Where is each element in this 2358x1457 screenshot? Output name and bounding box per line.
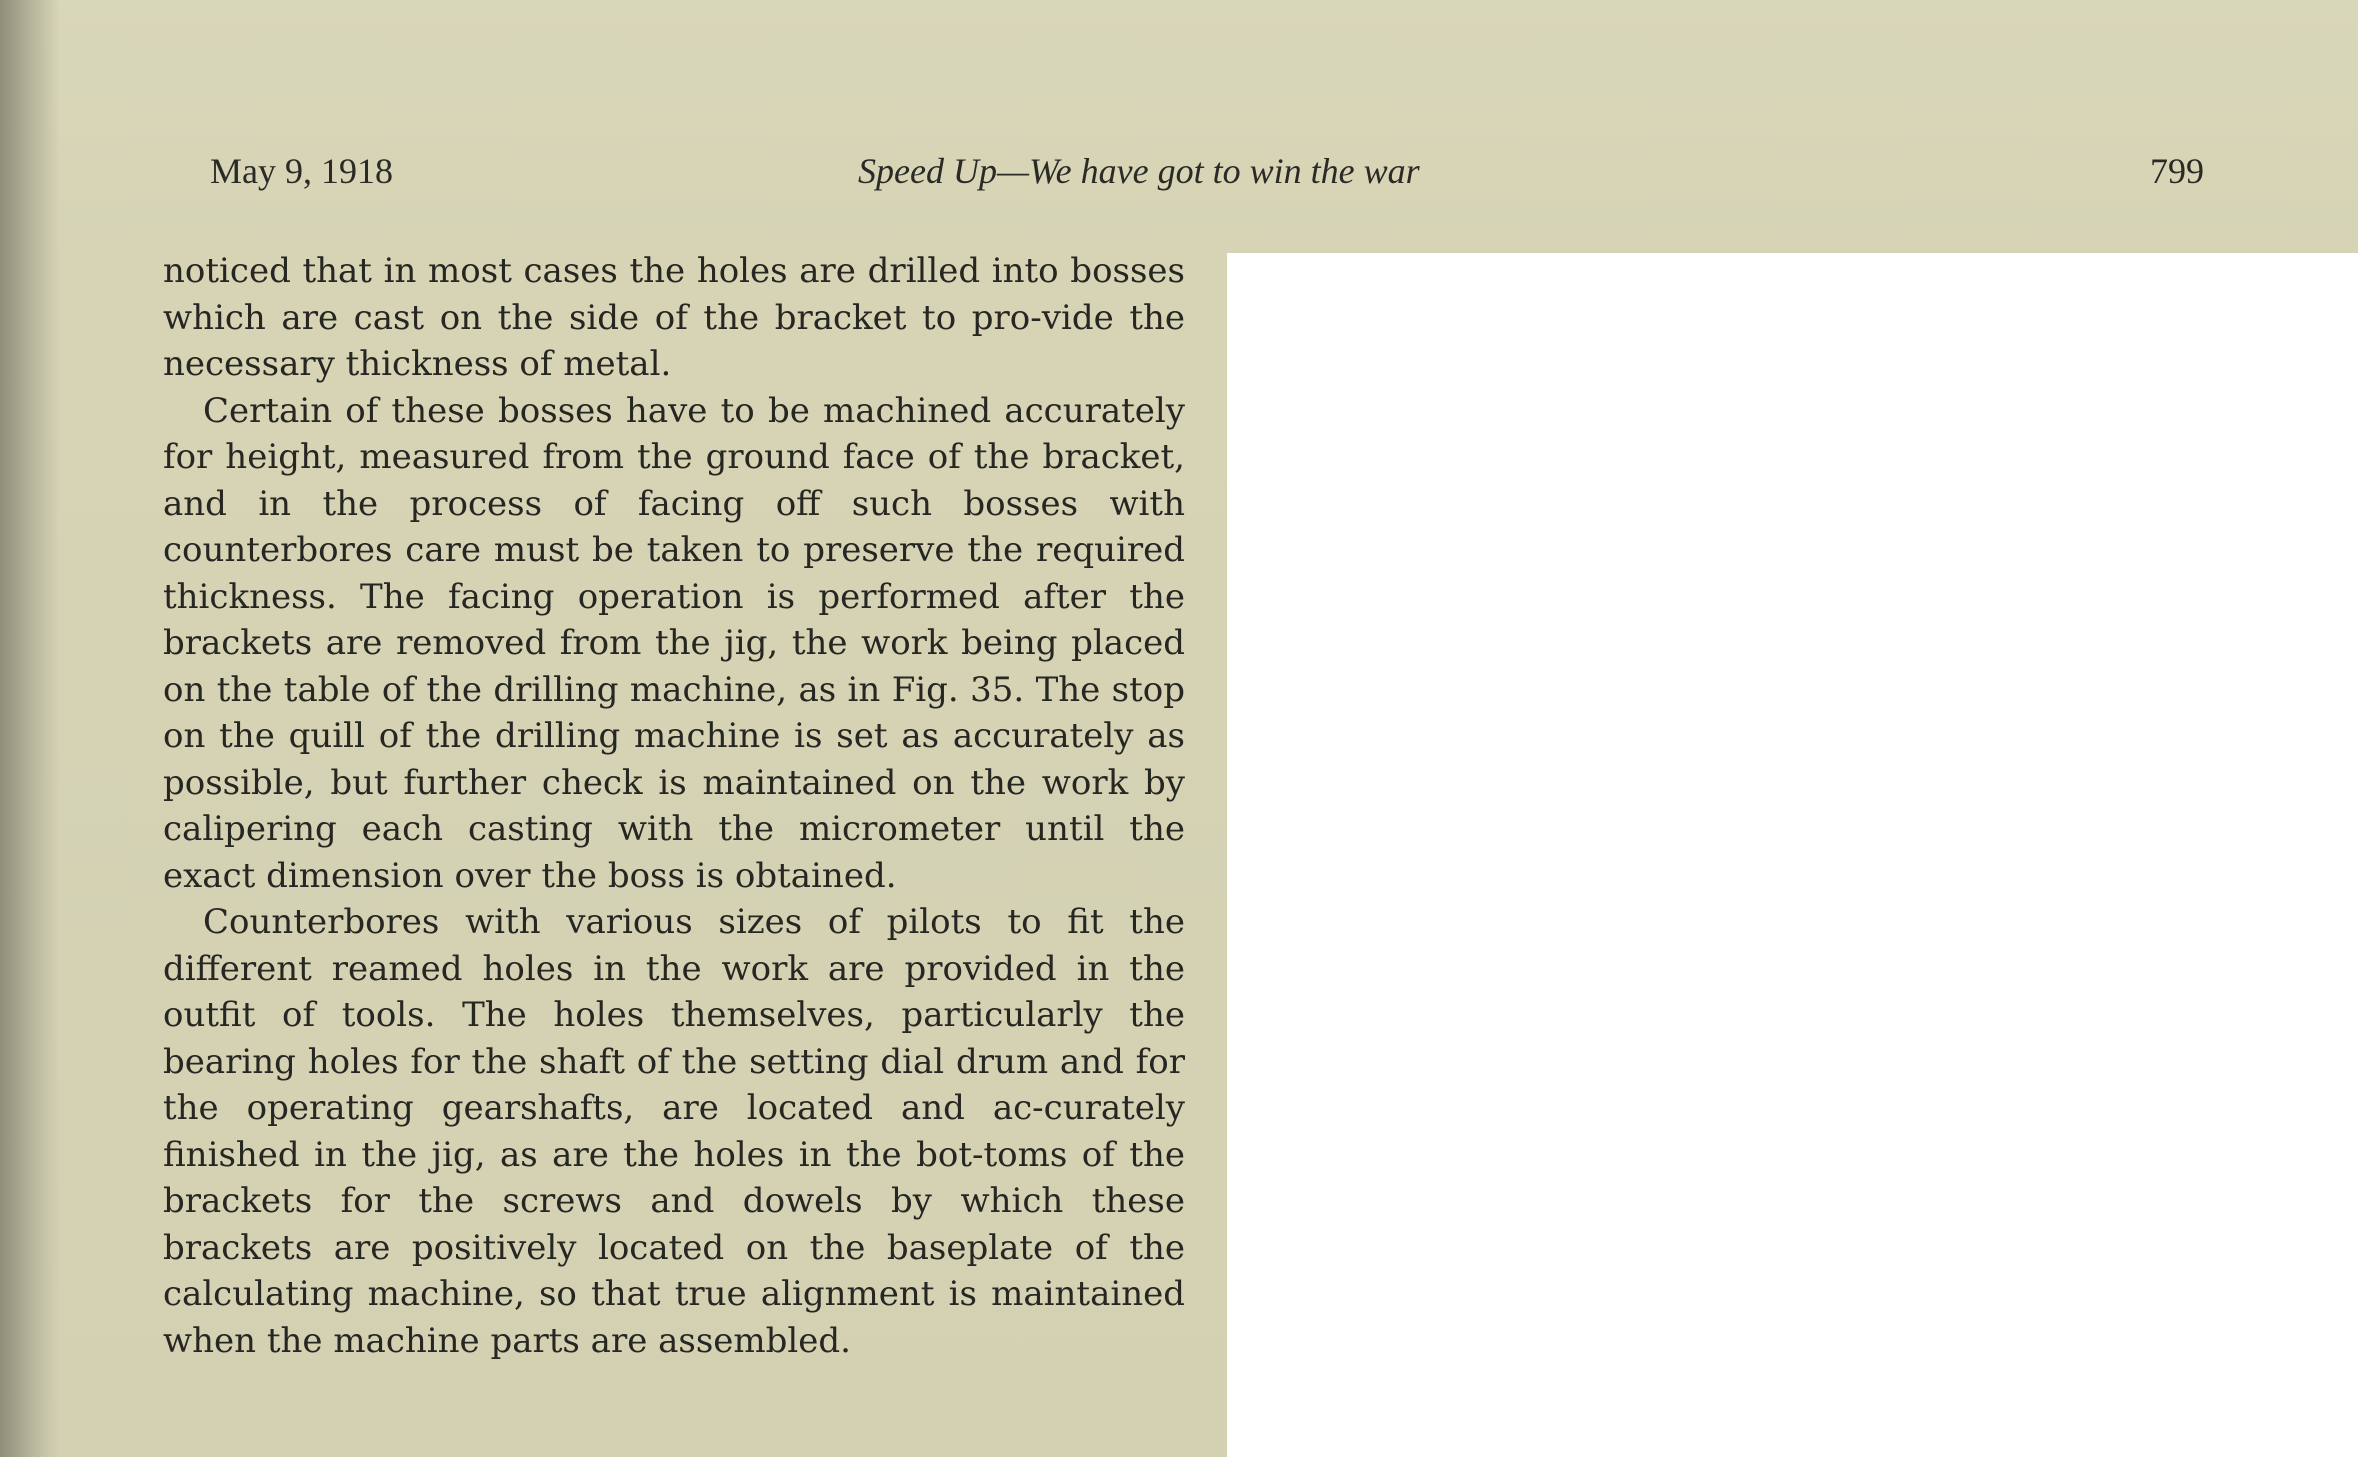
running-head	[0, 150, 2358, 200]
paragraph-2: Certain of these bosses have to be machined accurately for height, measured from the ground face of the bracket, and in the process of facing off such bosses with counterbores care must be taken to preserve the required thickness. The facing operation is performed after the brackets are removed from the jig, the work being placed on the table of the drilling machine, as in Fig. 35. The stop on the quill of the drilling machine is set as accurately as possible, but further check is maintained on the work by calipering each casting with the micrometer until the exact dimension over the boss is obtained.	[163, 390, 1185, 896]
paper-top-region	[0, 0, 2358, 253]
page-number: 799	[2150, 151, 2204, 191]
running-head-date: May 9, 1918	[210, 151, 393, 191]
binding-gutter-shadow	[0, 0, 60, 1457]
running-head-title: Speed Up—We have got to win the war	[858, 151, 1420, 191]
paragraph-3: Counterbores with various sizes of pilots to fit the different reamed holes in the work are provided in the outfit of tools. The holes themselves, particularly the bearing holes for the shaft of the setting dial drum and for the operating gearshafts, are located and ac-curately finished in the jig, as are the holes in the bot-toms of the brackets for the screws and dowels by which these brackets are positively located on the baseplate of the calculating machine, so that true alignment is maintained when the machine parts are assembled.	[163, 902, 1185, 1361]
paragraph-1: noticed that in most cases the holes are drilled into bosses which are cast on the side of the bracket to pro-vide the necessary thickness of metal.	[163, 251, 1185, 384]
article-body	[163, 248, 1185, 1364]
